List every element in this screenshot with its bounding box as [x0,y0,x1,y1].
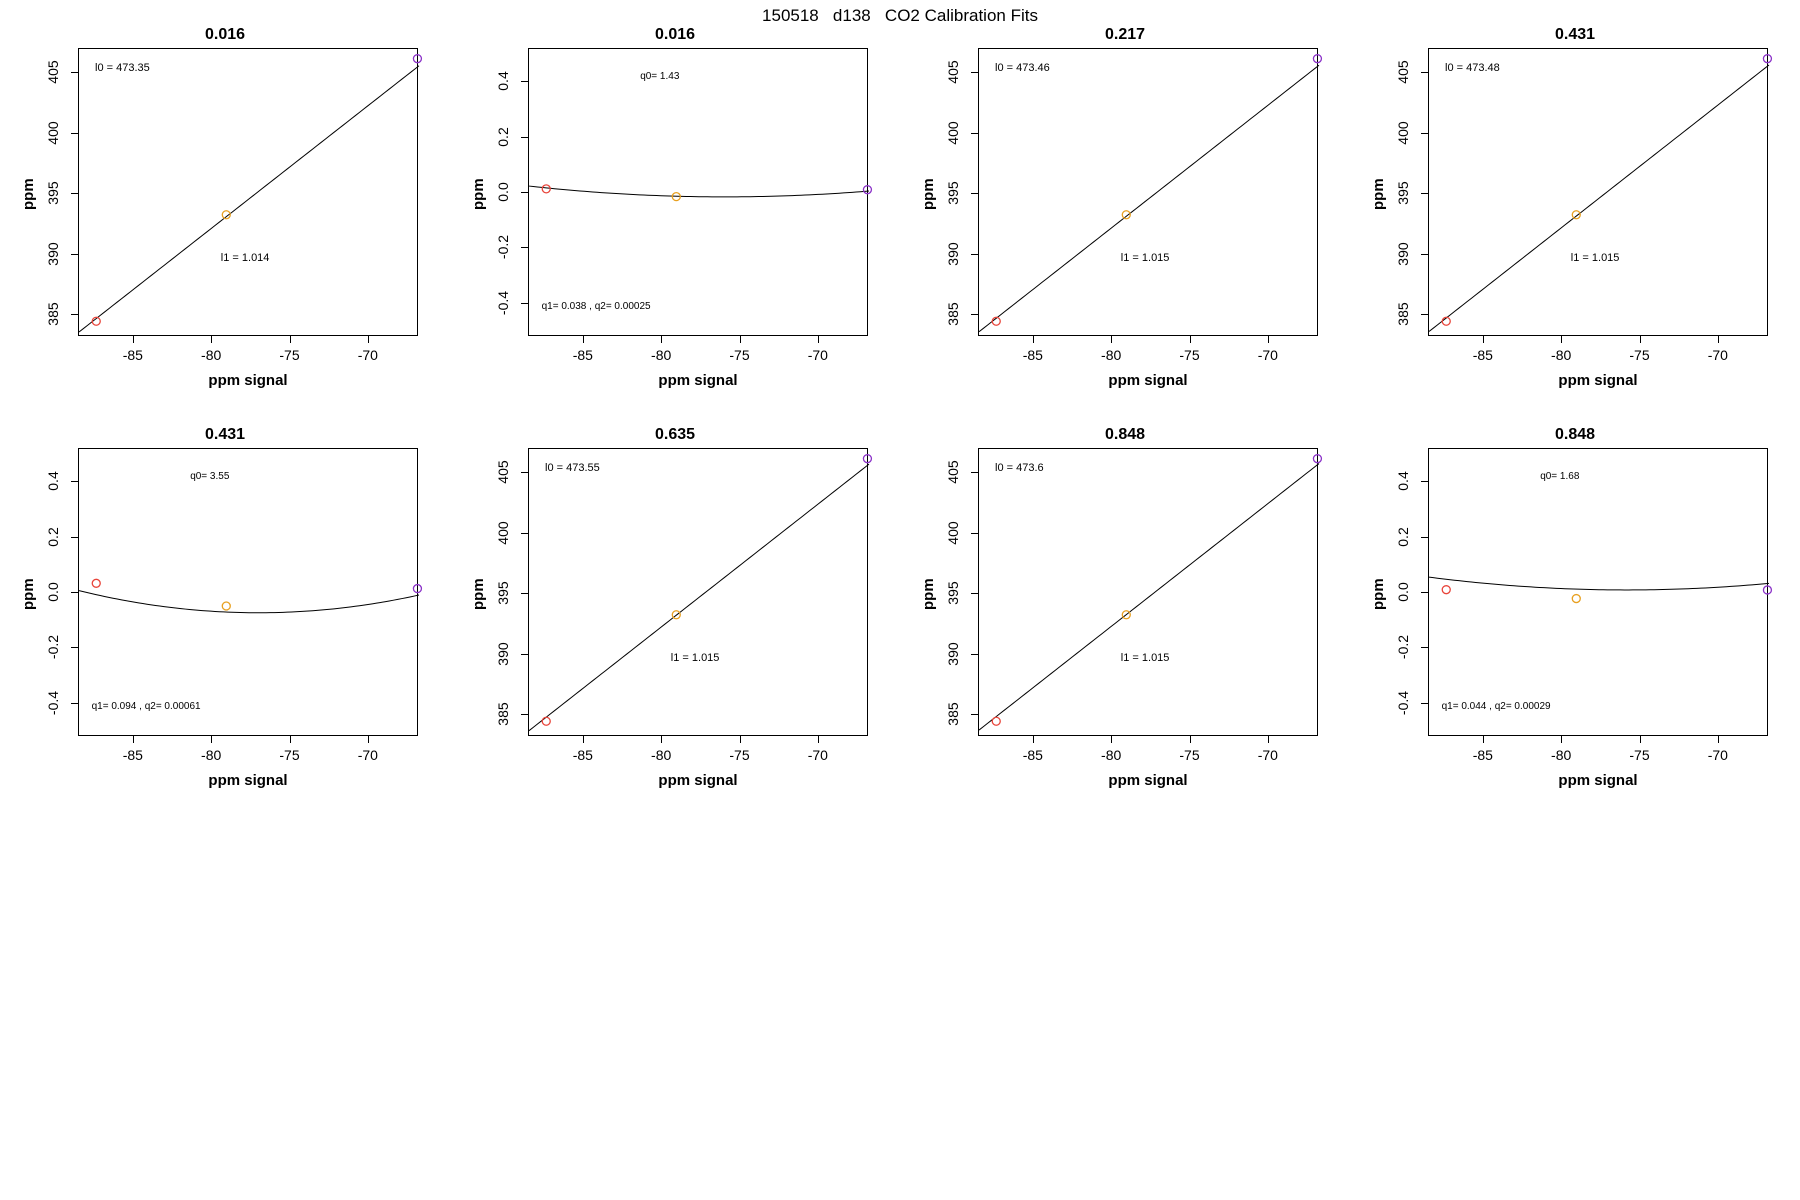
plot-graphics [79,49,419,337]
panel-title: 0.431 [204,426,246,443]
y-tick-label: 0.0 [45,582,61,602]
x-tick-mark [1561,736,1562,743]
x-tick-label: -75 [279,747,300,763]
y-tick-mark [1421,537,1428,538]
x-tick-mark [133,336,134,343]
y-tick-mark [971,593,978,594]
x-tick-mark [740,336,741,343]
x-tick-label: -70 [807,347,828,363]
data-point [413,55,421,63]
x-tick-label: -80 [651,747,672,763]
fit-annotation: l0 = 473.46 [995,62,1050,75]
y-tick-mark [521,247,528,248]
x-tick-label: -80 [651,347,672,363]
chart-panel [900,10,1350,410]
y-tick-label: -0.4 [495,290,511,315]
y-tick-label: 405 [45,60,61,84]
y-tick-label: 395 [945,581,961,605]
fit-annotation: q1= 0.094 , q2= 0.00061 [91,701,201,713]
x-tick-label: -80 [1101,747,1122,763]
x-tick-label: -75 [1179,747,1200,763]
data-point [1763,586,1771,594]
chart-panel [900,410,1350,810]
x-tick-label: -80 [1551,747,1572,763]
x-tick-label: -70 [1707,347,1728,363]
x-tick-label: -75 [279,347,300,363]
y-tick-label: 395 [1395,181,1411,205]
y-tick-mark [71,592,78,593]
x-tick-label: -85 [1022,347,1043,363]
panel-title: 0.848 [1104,426,1146,443]
y-tick-label: 0.4 [495,71,511,91]
panel-title: 0.848 [1554,426,1596,443]
fit-annotation: l1 = 1.015 [670,652,720,665]
y-tick-mark [971,654,978,655]
fit-line [1429,65,1769,332]
data-point [1313,55,1321,63]
y-axis-label: ppm [470,578,487,610]
y-tick-label: 0.2 [1395,526,1411,547]
plot-graphics [979,49,1319,337]
fit-line [79,66,419,332]
x-tick-label: -85 [1472,747,1493,763]
y-tick-mark [971,133,978,134]
y-tick-label: 400 [45,121,61,145]
x-axis-label: ppm signal [208,372,288,389]
x-tick-label: -85 [1472,347,1493,363]
y-tick-mark [521,137,528,138]
y-tick-mark [71,193,78,194]
y-tick-mark [1421,481,1428,482]
x-tick-label: -85 [1022,747,1043,763]
y-axis-label: ppm [20,178,37,210]
y-tick-mark [1421,193,1428,194]
y-tick-mark [971,254,978,255]
x-tick-mark [368,336,369,343]
plot-area [978,48,1318,336]
fit-annotation: l1 = 1.015 [1570,252,1620,265]
chart-panel [0,410,450,810]
chart-panel [1350,10,1800,410]
fit-annotation: l1 = 1.014 [220,252,270,265]
y-tick-mark [971,533,978,534]
chart-panel [450,10,900,410]
x-axis-label: ppm signal [1108,372,1188,389]
y-tick-label: 400 [495,521,511,545]
y-tick-label: 0.2 [495,126,511,147]
plot-graphics [529,49,869,337]
y-axis-label: ppm [470,178,487,210]
plot-graphics [979,449,1319,737]
plot-area [1428,48,1768,336]
x-tick-label: -75 [1629,747,1650,763]
y-tick-mark [1421,314,1428,315]
y-tick-mark [1421,72,1428,73]
plot-graphics [1429,449,1769,737]
x-tick-label: -80 [201,747,222,763]
y-tick-label: -0.4 [1395,690,1411,715]
y-tick-mark [521,533,528,534]
x-axis-label: ppm signal [1558,372,1638,389]
x-tick-label: -80 [201,347,222,363]
y-tick-mark [1421,703,1428,704]
y-tick-label: 385 [945,702,961,726]
fit-annotation: q0= 1.43 [640,70,680,82]
x-tick-mark [1640,336,1641,343]
x-tick-label: -85 [122,747,143,763]
y-tick-label: 400 [945,521,961,545]
y-tick-label: 395 [45,181,61,205]
y-axis-label: ppm [920,578,937,610]
y-tick-label: -0.2 [45,635,61,660]
x-tick-mark [133,736,134,743]
y-tick-mark [1421,592,1428,593]
x-tick-mark [290,336,291,343]
y-tick-label: 0.0 [1395,582,1411,602]
x-tick-label: -70 [807,747,828,763]
y-tick-mark [71,703,78,704]
y-tick-mark [521,654,528,655]
x-tick-mark [211,736,212,743]
y-tick-mark [71,647,78,648]
panel-title: 0.217 [1104,26,1146,43]
data-point [92,579,100,587]
x-tick-label: -85 [572,747,593,763]
y-axis-label: ppm [1370,578,1387,610]
fit-annotation: q1= 0.038 , q2= 0.00025 [541,301,651,313]
x-tick-mark [1640,736,1641,743]
y-tick-label: 385 [45,302,61,326]
fit-annotation: q0= 3.55 [190,470,230,482]
x-tick-label: -75 [1629,347,1650,363]
fit-line [529,186,869,197]
chart-panel [450,410,900,810]
x-tick-label: -70 [357,747,378,763]
x-tick-mark [368,736,369,743]
y-axis-label: ppm [1370,178,1387,210]
x-axis-label: ppm signal [658,372,738,389]
x-tick-label: -70 [1257,747,1278,763]
figure-title: 150518 d138 CO2 Calibration Fits [762,6,1038,25]
x-tick-label: -70 [1257,347,1278,363]
fit-line [79,591,419,613]
plot-area [978,448,1318,736]
panel-title: 0.635 [654,426,696,443]
x-tick-label: -85 [122,347,143,363]
panel-title: 0.016 [654,26,696,43]
y-tick-label: 405 [945,460,961,484]
fit-line [979,65,1319,332]
data-point [542,185,550,193]
fit-annotation: l0 = 473.6 [995,462,1044,475]
x-axis-label: ppm signal [1108,772,1188,789]
fit-annotation: l0 = 473.55 [545,462,600,475]
y-tick-mark [71,254,78,255]
x-tick-label: -70 [1707,747,1728,763]
x-tick-mark [1718,336,1719,343]
data-point [1763,55,1771,63]
x-tick-mark [1033,336,1034,343]
panel-title: 0.016 [204,26,246,43]
chart-panel [1350,410,1800,810]
data-point [1313,455,1321,463]
x-tick-mark [1033,736,1034,743]
y-tick-label: 395 [945,181,961,205]
x-tick-mark [1190,336,1191,343]
x-tick-mark [1111,736,1112,743]
data-point [413,585,421,593]
x-tick-label: -75 [729,747,750,763]
y-tick-mark [521,303,528,304]
y-tick-label: 0.0 [495,182,511,202]
plot-area [78,48,418,336]
y-tick-label: 390 [45,242,61,266]
data-point [1572,211,1580,219]
x-tick-label: -75 [729,347,750,363]
y-tick-mark [71,481,78,482]
y-tick-mark [521,472,528,473]
y-tick-mark [971,314,978,315]
x-tick-mark [740,736,741,743]
plot-graphics [79,449,419,737]
fit-line [979,464,1319,731]
plot-area [528,48,868,336]
y-tick-label: 390 [495,642,511,666]
data-point [992,717,1000,725]
fit-line [1429,577,1769,590]
y-tick-label: 385 [495,702,511,726]
y-tick-label: 390 [1395,242,1411,266]
x-tick-mark [661,736,662,743]
data-point [222,602,230,610]
y-tick-mark [971,193,978,194]
x-tick-mark [1268,336,1269,343]
data-point [1442,586,1450,594]
y-tick-label: -0.2 [495,235,511,260]
y-tick-label: 385 [945,302,961,326]
y-axis-label: ppm [920,178,937,210]
x-tick-mark [583,736,584,743]
x-tick-mark [583,336,584,343]
y-tick-label: -0.2 [1395,635,1411,660]
x-tick-mark [1111,336,1112,343]
fit-annotation: l1 = 1.015 [1120,252,1170,265]
y-tick-mark [1421,647,1428,648]
data-point [542,717,550,725]
fit-annotation: l0 = 473.48 [1445,62,1500,75]
x-tick-mark [1190,736,1191,743]
plot-graphics [529,449,869,737]
data-point [863,186,871,194]
chart-panel [0,10,450,410]
y-tick-label: 390 [945,642,961,666]
x-tick-mark [1483,336,1484,343]
y-axis-label: ppm [20,578,37,610]
y-tick-mark [521,81,528,82]
y-tick-label: 385 [1395,302,1411,326]
x-tick-label: -70 [357,347,378,363]
y-tick-mark [521,192,528,193]
fit-annotation: q0= 1.68 [1540,470,1580,482]
y-tick-label: 405 [495,460,511,484]
plot-area [1428,448,1768,736]
x-tick-mark [1483,736,1484,743]
y-tick-label: 390 [945,242,961,266]
y-tick-mark [521,714,528,715]
plot-area [78,448,418,736]
fit-annotation: q1= 0.044 , q2= 0.00029 [1441,701,1551,713]
x-tick-mark [211,336,212,343]
x-tick-mark [661,336,662,343]
y-tick-label: 0.2 [45,526,61,547]
fit-annotation: l0 = 473.35 [95,62,150,75]
y-tick-label: -0.4 [45,690,61,715]
plot-graphics [1429,49,1769,337]
y-tick-label: 395 [495,581,511,605]
y-tick-mark [1421,133,1428,134]
y-tick-label: 405 [1395,60,1411,84]
x-tick-mark [1561,336,1562,343]
y-tick-mark [71,72,78,73]
y-tick-label: 405 [945,60,961,84]
data-point [1122,211,1130,219]
x-tick-label: -75 [1179,347,1200,363]
y-tick-mark [71,314,78,315]
y-tick-label: 400 [945,121,961,145]
plot-area [528,448,868,736]
y-tick-mark [71,537,78,538]
fit-line [529,464,869,731]
data-point [1572,595,1580,603]
y-tick-mark [971,472,978,473]
y-tick-mark [971,72,978,73]
data-point [863,455,871,463]
y-tick-label: 400 [1395,121,1411,145]
fit-annotation: l1 = 1.015 [1120,652,1170,665]
x-tick-mark [290,736,291,743]
x-tick-mark [818,736,819,743]
y-tick-mark [971,714,978,715]
y-tick-mark [521,593,528,594]
x-axis-label: ppm signal [208,772,288,789]
x-tick-label: -80 [1551,347,1572,363]
x-tick-label: -85 [572,347,593,363]
y-tick-mark [1421,254,1428,255]
y-tick-mark [71,133,78,134]
x-tick-mark [1718,736,1719,743]
x-tick-label: -80 [1101,347,1122,363]
x-tick-mark [1268,736,1269,743]
panel-title: 0.431 [1554,26,1596,43]
y-tick-label: 0.4 [1395,471,1411,491]
x-axis-label: ppm signal [658,772,738,789]
x-axis-label: ppm signal [1558,772,1638,789]
x-tick-mark [818,336,819,343]
y-tick-label: 0.4 [45,471,61,491]
